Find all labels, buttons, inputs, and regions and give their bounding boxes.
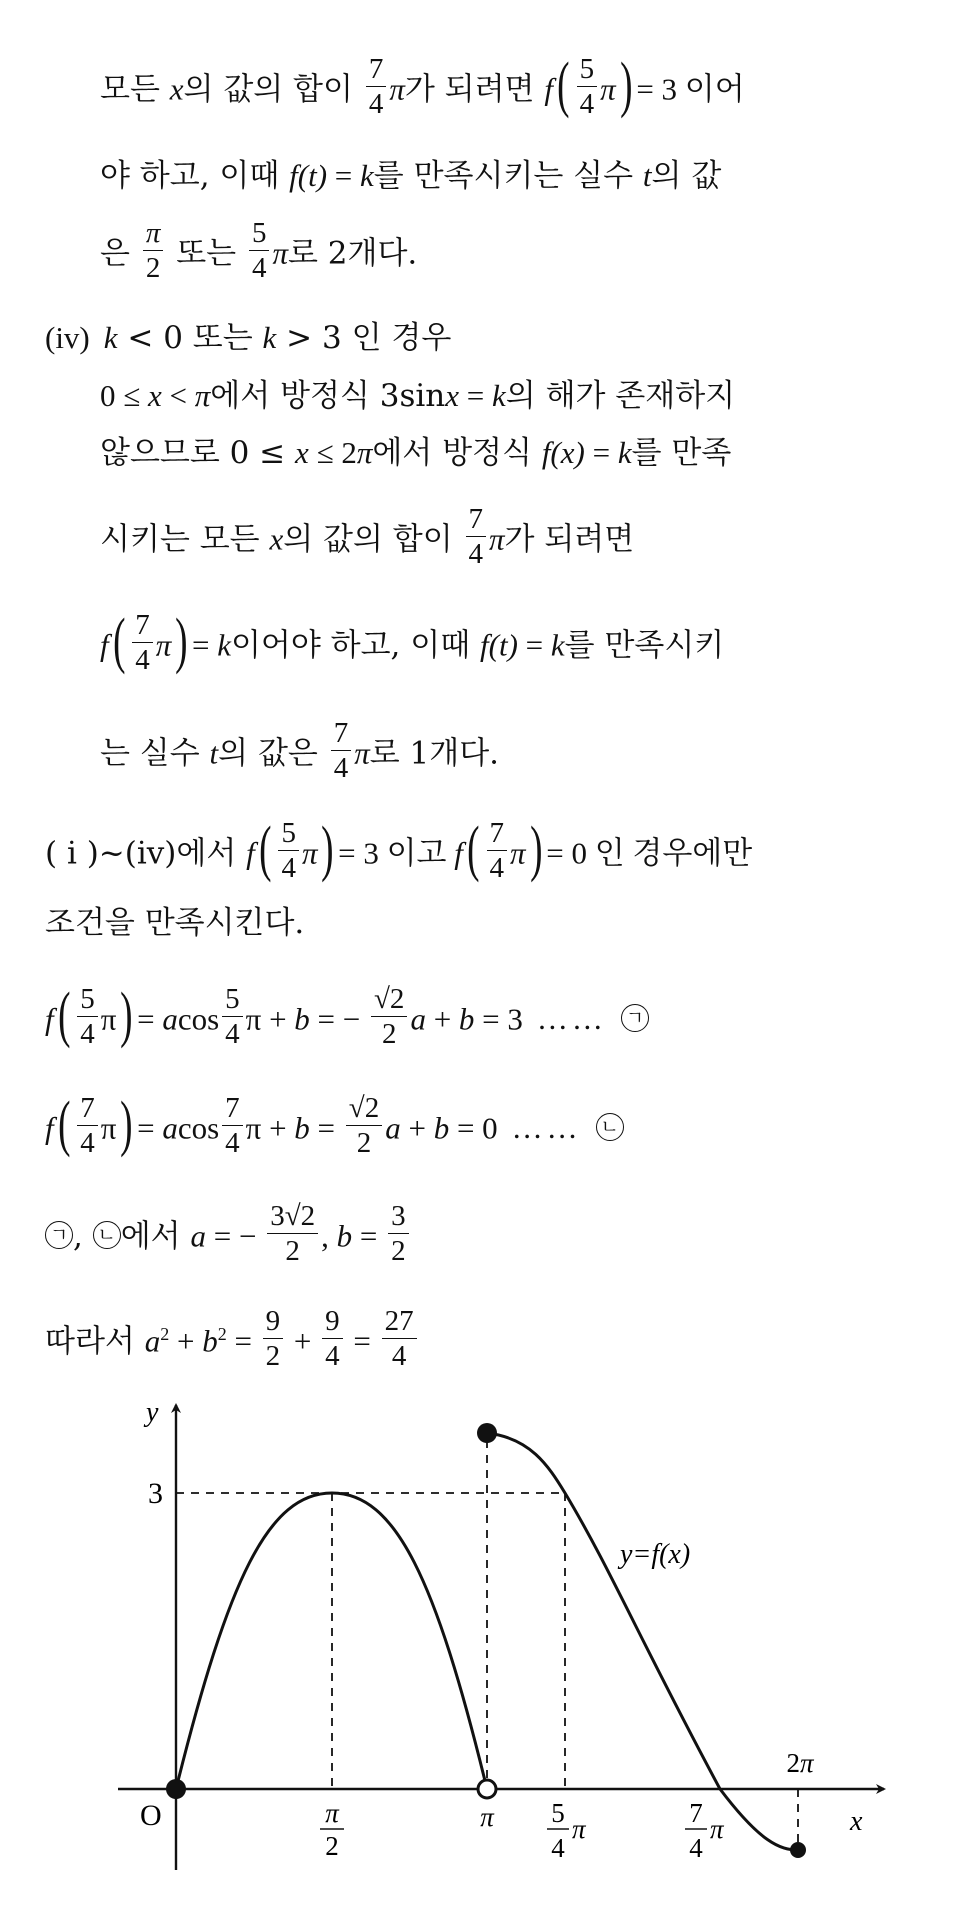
svg-text:2: 2 xyxy=(325,1831,339,1861)
fraction: $\frac{7}{4}$ xyxy=(487,818,508,884)
fraction: $\frac{5}{4}$ xyxy=(577,54,598,120)
closed-point-2pi xyxy=(790,1842,806,1858)
svg-text:π: π xyxy=(325,1798,339,1828)
y-tick-3: 3 xyxy=(148,1477,163,1510)
text-line-2: 야 하고, 이때 f(t) = k를 만족시키는 실수 t의 값 xyxy=(100,158,722,194)
x-tick-7-4-pi xyxy=(685,1798,725,1863)
result-line: ㄱ , ㄴ 에서 a = − $\frac{3√2}{2}$ , b = $\frac{3}{2}$ xyxy=(45,1205,412,1271)
dashed-guides xyxy=(176,1440,798,1850)
fraction: $\frac{\pi}{2}$ xyxy=(143,218,164,284)
open-point-pi xyxy=(478,1780,496,1798)
fraction: $\frac{5}{4}$ xyxy=(278,818,299,884)
svg-text:π: π xyxy=(710,1814,724,1844)
x-tick-2pi: 2π xyxy=(786,1748,814,1778)
y-axis-label: y xyxy=(146,1397,159,1428)
origin-label: O xyxy=(140,1799,162,1832)
curve-piece-2 xyxy=(487,1433,798,1850)
svg-text:7: 7 xyxy=(689,1798,703,1828)
text-line-9: 는 실수 t의 값은 $\frac{7}{4}$ π로 1개다. xyxy=(100,717,500,785)
text-line-8: f( $\frac{7}{4}$ π) = k이어야 하고, 이때 f(t) = k를 만족시키 xyxy=(100,606,725,677)
circled-nieun-marker: ㄴ xyxy=(93,1221,121,1249)
closed-point-origin xyxy=(166,1779,186,1799)
case-iv-heading: (iv) k < 0 또는 k > 3 인 경우 xyxy=(45,320,452,356)
text-line-6: 않으므로 0 ≤ x ≤ 2π에서 방정식 f(x) = k를 만족 xyxy=(100,435,732,471)
text-line-1: 모든 x의 값의 합이 $\frac{7}{4}$ π가 되려면 f( $\frac{5}{4}$ π) = 3 이어 xyxy=(100,50,745,121)
circled-giyeok-marker: ㄱ xyxy=(45,1221,73,1249)
x-axis-label: x xyxy=(850,1806,863,1837)
x-tick-pi-over-2 xyxy=(320,1798,344,1861)
text-line-3: 은 $\frac{\pi}{2}$ 또는 $\frac{5}{4}$ π로 2개다. xyxy=(100,217,418,285)
fraction: $\frac{5}{4}$ xyxy=(249,218,270,284)
circled-nieun-marker: ㄴ xyxy=(596,1113,624,1141)
fraction: $\frac{7}{4}$ xyxy=(331,718,352,784)
curve-label: y=f(x) xyxy=(620,1539,691,1570)
closed-point-pi-top xyxy=(477,1423,497,1443)
fraction: $\frac{7}{4}$ xyxy=(132,610,153,676)
text-line-11: 조건을 만족시킨다. xyxy=(45,905,305,941)
fraction: $\frac{7}{4}$ xyxy=(366,54,387,120)
svg-text:π: π xyxy=(572,1814,586,1844)
text-line-7: 시키는 모든 x의 값의 합이 $\frac{7}{4}$ π가 되려면 xyxy=(100,503,635,571)
fraction: $\frac{7}{4}$ xyxy=(466,504,487,570)
x-tick-pi: π xyxy=(480,1802,494,1832)
svg-text:5: 5 xyxy=(551,1798,565,1828)
svg-text:4: 4 xyxy=(551,1833,565,1863)
conclusion-line: ( i )~(iv)에서 f( $\frac{5}{4}$ π) = 3 이고 f( $\frac{7}{4}$ π) = 0 인 경우에만 xyxy=(45,814,753,885)
svg-text:4: 4 xyxy=(689,1833,703,1863)
curve-piece-1 xyxy=(176,1493,487,1789)
equation-2: f( $\frac{7}{4}$ π) = acos $\frac{7}{4}$ π + b = $\frac{√2}{2}$ a + b = 0 …… ㄴ xyxy=(45,1097,624,1163)
equation-1: f( $\frac{5}{4}$ π) = acos $\frac{5}{4}$ π + b = − $\frac{√2}{2}$ a + b = 3 …… ㄱ xyxy=(45,988,649,1054)
circled-giyeok-marker: ㄱ xyxy=(621,1004,649,1032)
final-answer-line: 따라서 $a^2 + b^2$ = $\frac{9}{2}$ + $\frac{9}{4}$ = $\frac{27}{4}$ xyxy=(45,1310,420,1376)
x-tick-5-4-pi xyxy=(547,1798,587,1863)
text-line-5: 0 ≤ x < π에서 방정식 3sinx = k의 해가 존재하지 xyxy=(100,378,736,414)
